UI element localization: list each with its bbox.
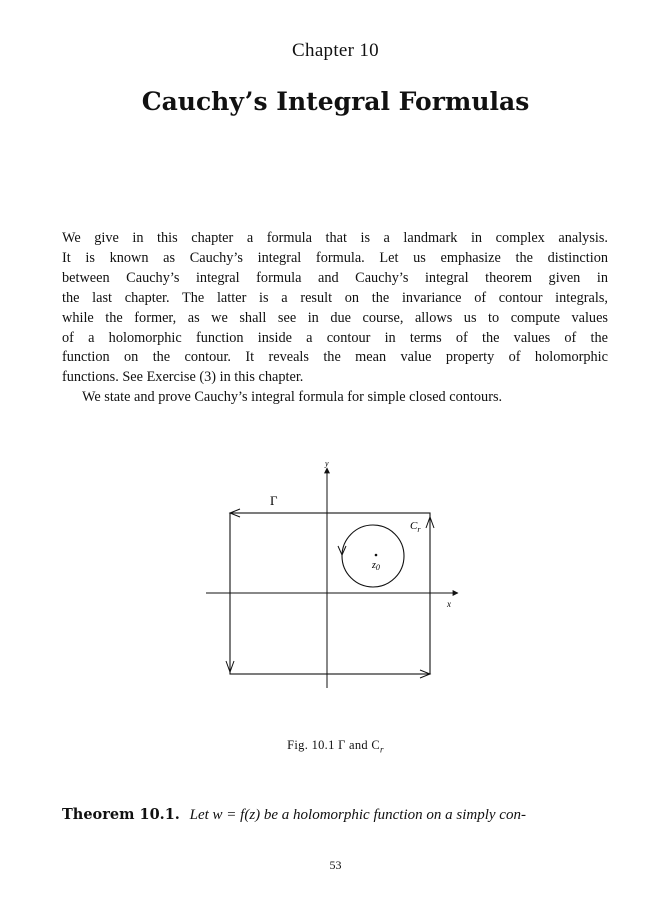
c-r-label: $C_r$: [410, 520, 421, 534]
theorem-text: Let w = f(z) be a holomorphic function on a simply con-: [189, 807, 526, 823]
theorem-label: Theorem 10.1.: [62, 806, 180, 823]
chapter-title: Cauchy’s Integral Formulas: [141, 87, 530, 116]
c-r-circle: [342, 525, 404, 587]
paragraph-line: while the former, as we shall see in due course, allows us to compute values: [62, 309, 608, 326]
paragraph-line: between Cauchy’s integral formula and Cauchy’s integral theorem given in: [62, 269, 608, 286]
paragraph-line: It is known as Cauchy’s integral formula. Let us emphasize the distinction: [62, 249, 608, 266]
body-text: [62, 229, 608, 408]
paragraph-line: We give in this chapter a formula that is a landmark in complex analysis.: [62, 230, 608, 246]
y-axis-label: y: [325, 460, 329, 468]
gamma-label: Γ: [270, 493, 278, 508]
x-axis-label: x: [447, 599, 451, 609]
figure-caption: Fig. 10.1 Γ and $C_r$: [287, 738, 384, 755]
theorem-statement: [62, 806, 526, 824]
paragraph-2: We state and prove Cauchy’s integral formula for simple closed contours.: [82, 389, 503, 406]
page-number: 53: [329, 858, 342, 872]
paragraph-line: function on the contour. It reveals the mean value property of holomorphic: [62, 349, 608, 366]
chapter-label: Chapter 10: [292, 40, 379, 61]
z0-point: [375, 554, 378, 557]
paragraph-line: of a holomorphic function inside a contour in terms of the values of the: [62, 329, 608, 346]
z0-label: $z_0$: [372, 560, 380, 572]
contour-figure: [200, 460, 470, 690]
paragraph-line: the last chapter. The latter is a result on the invariance of contour integrals,: [62, 289, 608, 306]
paragraph-line: functions. See Exercise (3) in this chapter.: [62, 369, 304, 386]
